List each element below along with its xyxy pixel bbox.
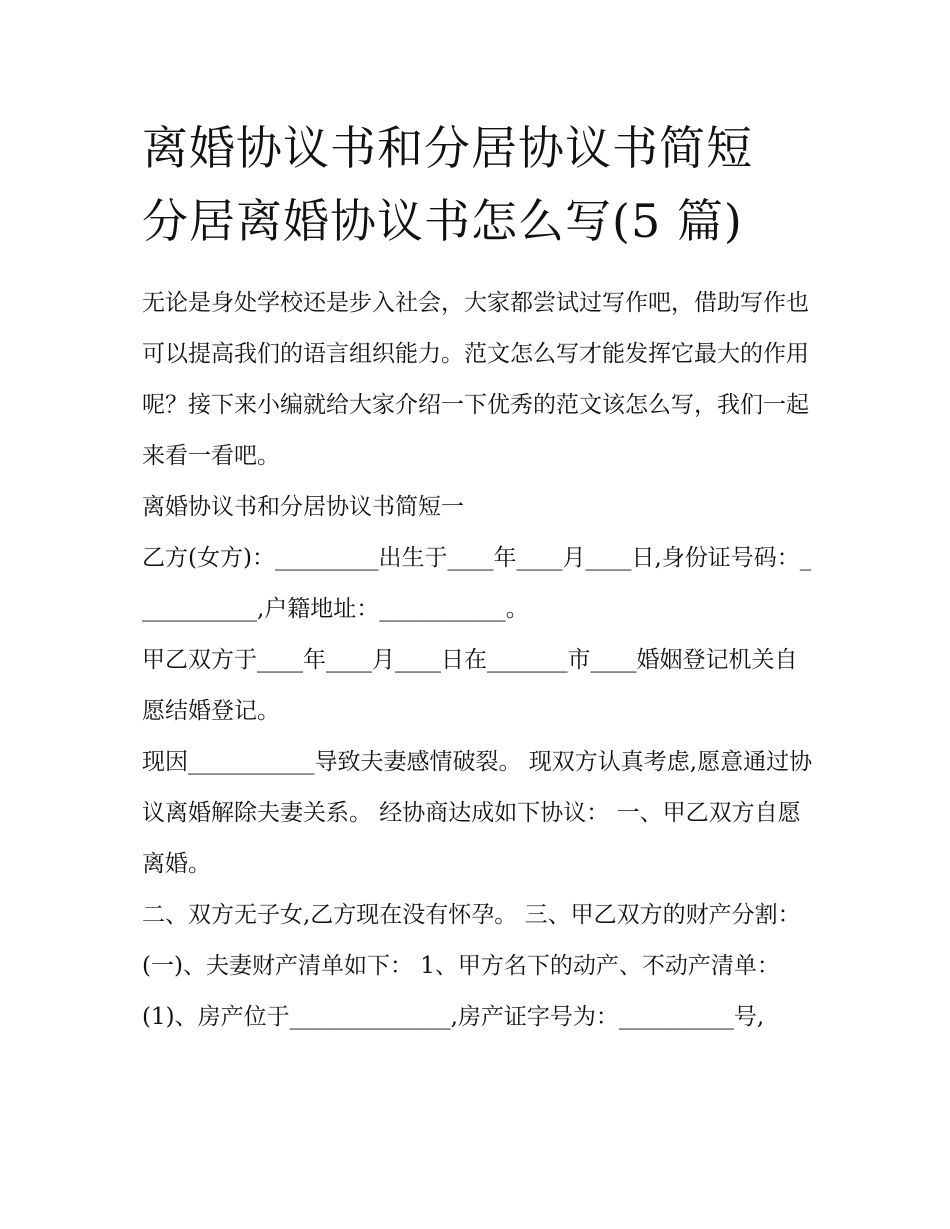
- intro-paragraph: 无论是身处学校还是步入社会，大家都尝试过写作吧，借助写作也可以提高我们的语言组织能力。范文怎么写才能发挥它最大的作用呢？接下来小编就给大家介绍一下优秀的范文该怎么写，我们一起来看一看吧。: [142, 290, 809, 469]
- title-line-1: 离婚协议书和分居协议书简短: [142, 121, 753, 175]
- document-title: [142, 112, 814, 258]
- divorce-reason: 现因___________导致夫妻感情破裂。 现双方认真考虑,愿意通过协议离婚解除夫妻关系。 经协商达成如下协议： 一、甲乙双方自愿离婚。: [142, 749, 813, 877]
- document-page: [142, 112, 814, 1043]
- property-location: (1)、房产位于______________,房产证字号为：__________号,: [142, 1004, 765, 1030]
- party-b-info: 乙方(女方)：_________出生于____年____月____日,身份证号码：___________,户籍地址：___________。: [142, 545, 812, 622]
- section-heading: 离婚协议书和分居协议书简短一: [142, 494, 464, 520]
- children-property-clause: 二、双方无子女,乙方现在没有怀孕。 三、甲乙双方的财产分割： (一)、夫妻财产清单如下： 1、甲方名下的动产、不动产清单：: [142, 902, 801, 979]
- marriage-registration: 甲乙双方于____年____月____日在_______市____婚姻登记机关自愿结婚登记。: [142, 647, 798, 724]
- title-line-2: 分居离婚协议书怎么写(5 篇): [142, 194, 743, 248]
